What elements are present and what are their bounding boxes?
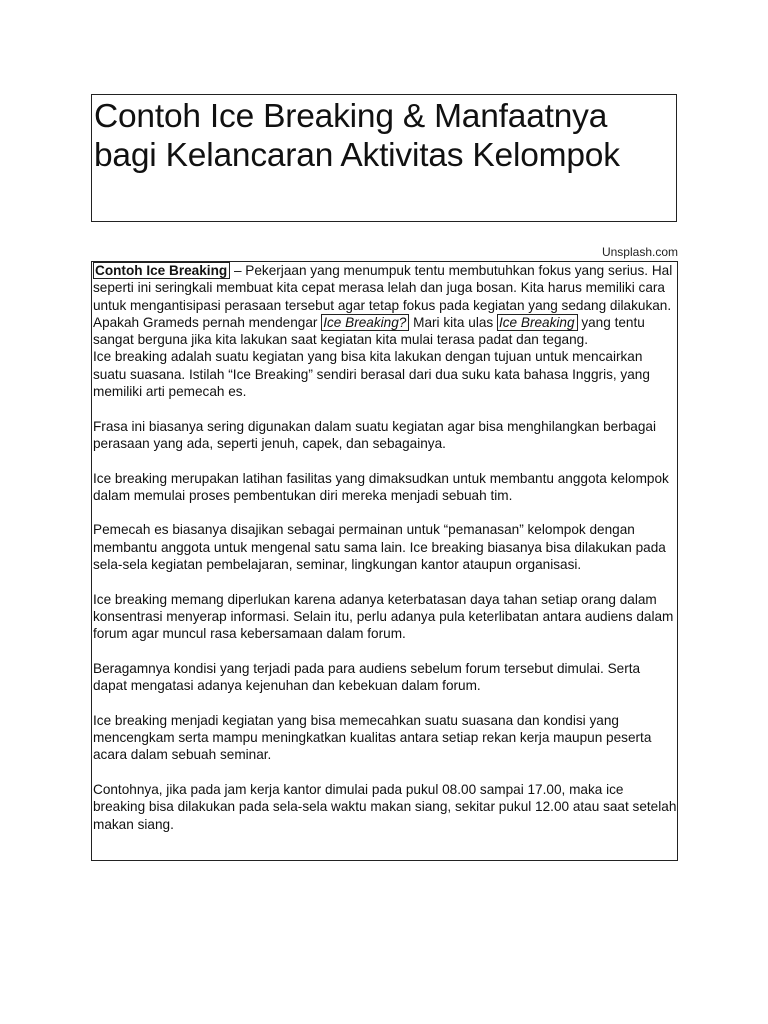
paragraph-atmosphere: Ice breaking menjadi kegiatan yang bisa memecahkan suatu suasana dan kondisi yang mencengkam serta mampu meningkatkan kualitas antara setiap rekan kerja maupun peserta acara dalam sebuah seminar.: [93, 712, 652, 763]
paragraph-definition: Ice breaking adalah suatu kegiatan yang bisa kita lakukan dengan tujuan untuk mencairkan suatu suasana. Istilah “Ice Breaking” sendiri berasal dari dua suku kata bahasa Inggris, yang memiliki arti pemecah es.: [93, 349, 650, 400]
paragraph-question-text-c: yang tentu sangat berguna jika kita lakukan saat kegiatan kita mulai terasa padat dan tegang.: [93, 314, 645, 348]
paragraph-intro: [93, 262, 677, 314]
paragraph-warmup: Pemecah es biasanya disajikan sebagai permainan untuk “pemanasan” kelompok dengan membantu anggota untuk mengenal satu sama lain. Ice breaking biasanya bisa dilakukan pada sela-sela kegiatan pembelajaran, seminar, lingkungan kantor ataupun organisasi.: [93, 522, 666, 573]
article-body: [91, 261, 678, 861]
paragraph-conditions: Beragamnya kondisi yang terjadi pada para audiens sebelum forum tersebut dimulai. Serta dapat mengatasi adanya kejenuhan dan kebekuan dalam forum.: [93, 660, 641, 694]
paragraph-example: Contohnya, jika pada jam kerja kantor dimulai pada pukul 08.00 sampai 17.00, maka ice breaking bisa dilakukan pada sela-sela waktu makan siang, sekitar pukul 12.00 atau saat setelah makan siang.: [93, 781, 677, 832]
paragraph-exercise: Ice breaking merupakan latihan fasilitas yang dimaksudkan untuk membantu anggota kelompok dalam memulai proses pembentukan diri mereka menjadi sebuah tim.: [93, 470, 669, 503]
ice-breaking-link-2[interactable]: Ice Breaking: [497, 314, 578, 331]
paragraph-need: Ice breaking memang diperlukan karena adanya keterbatasan daya tahan setiap orang dalam konsentrasi menyerap informasi. Selain itu, perlu adanya pula keterlibatan antara audiens dalam forum agar muncul rasa kebersamaan dalam forum.: [93, 591, 674, 642]
paragraph-phrase: Frasa ini biasanya sering digunakan dalam suatu kegiatan agar bisa menghilangkan berbagai perasaan yang ada, seperti jenuh, capek, dan sebagainya.: [93, 418, 656, 451]
image-credit: Unsplash.com: [601, 245, 678, 259]
paragraph-question-text-b: Mari kita ulas: [409, 314, 497, 330]
paragraph-intro-text: – Pekerjaan yang menumpuk tentu membutuhkan fokus yang serius. Hal seperti ini seringkali membuat kita cepat merasa lelah dan juga bosan. Kita harus memiliki cara untuk mengantisipasi perasaan tersebut agar tetap fokus pada kegiatan yang sedang dilakukan.: [93, 263, 673, 313]
article-title: Contoh Ice Breaking & Manfaatnya bagi Kelancaran Aktivitas Kelompok: [94, 98, 620, 174]
ice-breaking-link-1[interactable]: Ice Breaking?: [321, 314, 409, 331]
lead-term-link[interactable]: Contoh Ice Breaking: [93, 262, 230, 279]
paragraph-question-text-a: Apakah Grameds pernah mendengar: [93, 314, 322, 330]
paragraph-question: [93, 314, 677, 349]
title-box: [91, 94, 677, 222]
